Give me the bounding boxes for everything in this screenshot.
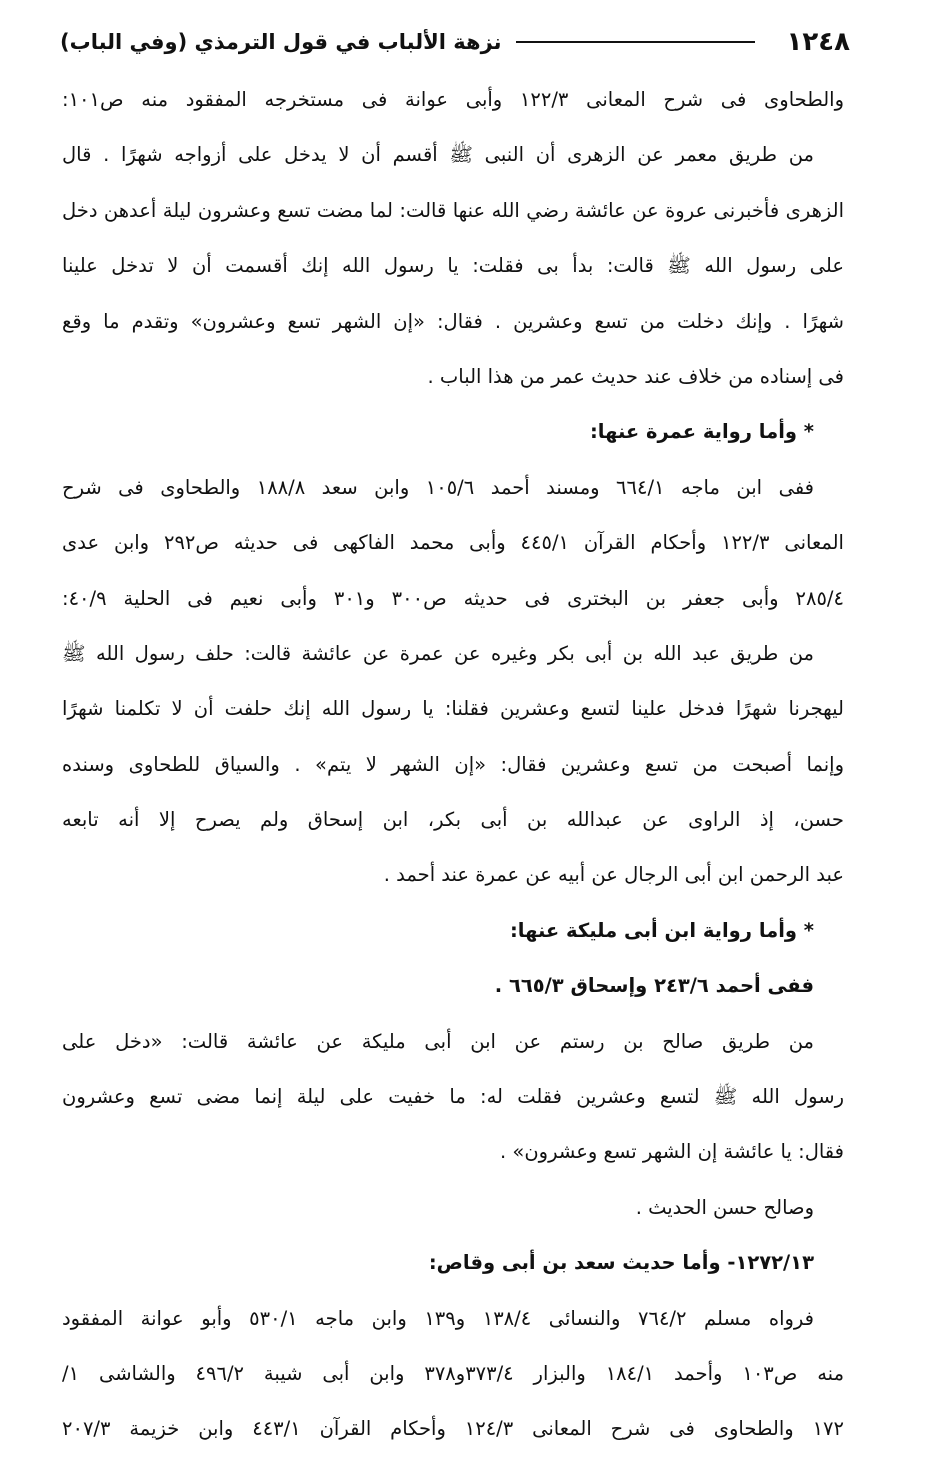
text-line: رسول الله ﷺ لتسع وعشرين فقلت له: ما خفيت على ليلة إنما مضى تسع وعشرون bbox=[62, 1085, 844, 1109]
text-line: ١٧٢ والطحاوى فى شرح المعانى ١٢٤/٣ وأحكام القرآن ٤٤٣/١ وابن خزيمة ٢٠٧/٣ bbox=[62, 1417, 844, 1441]
text-line: حسن، إذ الراوى عن عبدالله بن أبى بكر، ابن إسحاق ولم يصرح إلا أنه تابعه bbox=[62, 808, 844, 832]
header-rule bbox=[516, 41, 755, 43]
page-header bbox=[60, 22, 850, 62]
text-line: ففى ابن ماجه ٦٦٤/١ ومسند أحمد ١٠٥/٦ وابن سعد ١٨٨/٨ والطحاوى فى شرح bbox=[62, 475, 815, 499]
text-line: المعانى ١٢٢/٣ وأحكام القرآن ٤٤٥/١ وأبى محمد الفاكهى فى حديثه ص٢٩٢ وابن عدى bbox=[62, 531, 844, 555]
running-title: نزهة الألباب في قول الترمذي (وفي الباب) bbox=[60, 30, 502, 54]
text-line: فرواه مسلم ٧٦٤/٢ والنسائى ١٣٨/٤ و١٣٩ وابن ماجه ٥٣٠/١ وأبو عوانة المفقود bbox=[62, 1306, 814, 1330]
text-line: ففى أحمد ٢٤٣/٦ وإسحاق ٦٦٥/٣ . bbox=[494, 974, 814, 998]
section-heading: * وأما رواية عمرة عنها: bbox=[589, 420, 814, 444]
text-line: وإنما أصبحت من تسع وعشرين فقال: «إن الشهر لا يتم» . والسياق للطحاوى وسنده bbox=[62, 752, 844, 776]
text-line: وصالح حسن الحديث . bbox=[635, 1195, 814, 1219]
text-line: ٢٨٥/٤ وأبى جعفر بن البخترى فى حديثه ص٣٠٠ و٣٠١ وأبى نعيم فى الحلية ٤٠/٩: bbox=[62, 586, 844, 610]
text-line: شهرًا . وإنك دخلت من تسع وعشرين . فقال: «إن الشهر تسع وعشرون» وتقدم ما وقع bbox=[62, 309, 844, 333]
section-heading: ١٢٧٢/١٣- وأما حديث سعد بن أبى وقاص: bbox=[428, 1251, 814, 1275]
text-line: من طريق عبد الله بن أبى بكر وغيره عن عمرة عن عائشة قالت: حلف رسول الله ﷺ bbox=[62, 641, 814, 665]
text-line: من طريق معمر عن الزهرى أن النبى ﷺ أقسم أن لا يدخل على أزواجه شهرًا . قال bbox=[62, 143, 814, 167]
text-line: عبد الرحمن ابن أبى الرجال عن أبيه عن عمرة عند أحمد . bbox=[383, 863, 844, 887]
text-line: والطحاوى فى شرح المعانى ١٢٢/٣ وأبى عوانة فى مستخرجه المفقود منه ص١٠١: bbox=[62, 88, 844, 111]
text-line: الزهرى فأخبرنى عروة عن عائشة رضي الله عنها قالت: لما مضت تسع وعشرون ليلة أعدهن دخل bbox=[62, 198, 844, 222]
page-number: ١٢٤٨ bbox=[786, 27, 850, 57]
text-line: فى إسناده من خلاف عند حديث عمر من هذا الباب . bbox=[427, 364, 844, 388]
body-text bbox=[62, 72, 844, 1457]
text-line: على رسول الله ﷺ قالت: بدأ بى فقلت: يا رسول الله إنك أقسمت أن لا تدخل علينا bbox=[62, 254, 844, 278]
section-heading: * وأما رواية ابن أبى مليكة عنها: bbox=[509, 918, 814, 942]
text-line: منه ص١٠٣ وأحمد ١٨٤/١ والبزار ٣٧٣/٤و٣٧٨ وابن أبى شيبة ٤٩٦/٢ والشاشى ١/ bbox=[62, 1361, 844, 1385]
text-line: من طريق صالح بن رستم عن ابن أبى مليكة عن عائشة قالت: «دخل على bbox=[62, 1029, 814, 1053]
text-line: فقال: يا عائشة إن الشهر تسع وعشرون» . bbox=[500, 1140, 844, 1164]
text-line: ليهجرنا شهرًا فدخل علينا لتسع وعشرين فقلنا: يا رسول الله إنك حلفت أن لا تكلمنا شهرًا bbox=[62, 697, 844, 721]
